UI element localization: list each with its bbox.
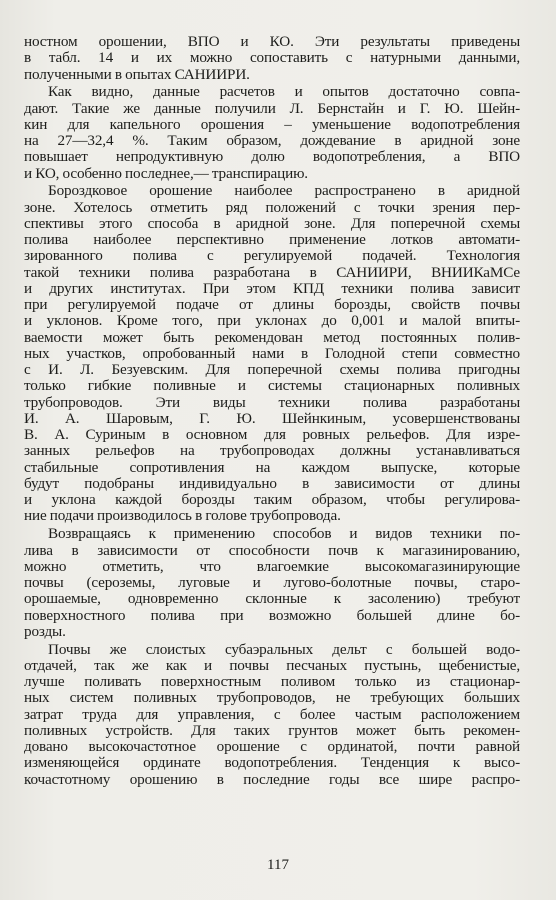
- text-line: Возвращаясь к применению способов и видов техники по-: [48, 526, 520, 543]
- text-line: будут подобраны индивидуально в зависимости от длины: [24, 475, 520, 492]
- text-line: лива в зависимости от способности почв к магазинированию,: [24, 542, 520, 559]
- text-line: зированного полива с регулируемой подачей. Технология: [24, 248, 520, 265]
- text-line: орошаемые, одновременно склонные к засолению) требуют: [24, 591, 520, 608]
- text-line: трубопроводов. Эти виды техники полива разработаны: [24, 394, 520, 411]
- text-line: занных рельефов на трубопроводах должны устанавливаться: [24, 443, 520, 460]
- text-line: можно отметить, что влагоемкие высокомагазинирующие: [24, 558, 520, 575]
- text-line: с И. Л. Безуевским. Для поперечной схемы полива пригодны: [24, 362, 520, 379]
- text-line: только гибкие поливные и системы стационарных поливных: [24, 378, 520, 395]
- text-line: такой техники полива разработана в САНИИРИ, ВНИИКаМСе: [24, 264, 520, 281]
- text-line: ностном орошении, ВПО и КО. Эти результаты приведены: [24, 34, 520, 50]
- text-line: кин для капельного орошения – уменьшение водопотребления: [24, 116, 520, 133]
- paragraph: [24, 84, 520, 182]
- text-line: ваемости может быть рекомендован метод постоянных полив-: [24, 329, 520, 346]
- text-line: поливных устройств. Для таких грунтов может быть рекомен-: [24, 722, 520, 739]
- text-line: кочастотному орошению в последние годы все шире распро-: [24, 771, 520, 788]
- text-line: ных систем поливных трубопроводов, не требующих больших: [24, 690, 520, 707]
- text-line: зоне. Хотелось отметить ряд положений с точки зрения пер-: [24, 199, 520, 216]
- text-line: и уклонов. Кроме того, при уклонах до 0,001 и малой впиты-: [24, 313, 520, 330]
- text-line: и КО, особенно последнее,— транспирацию.: [24, 165, 308, 182]
- paragraph: [24, 642, 520, 788]
- text-line: полива наиболее перспективно применение лотков автомати-: [24, 232, 520, 249]
- text-line: дают. Такие же данные получили Л. Бернстайн и Г. Ю. Шейн-: [24, 100, 520, 117]
- text-line: в табл. 14 и их можно сопоставить с натурными данными,: [24, 50, 520, 67]
- text-line: стабильные сопротивления на каждом выпуске, которые: [24, 459, 520, 476]
- text-line: спективы этого способа в аридной зоне. Для поперечной схемы: [24, 215, 520, 232]
- text-line: Бороздковое орошение наиболее распространено в аридной: [48, 183, 520, 200]
- text-line: почвы (сероземы, луговые и лугово-болотные почвы, старо-: [24, 575, 520, 592]
- text-line: затрат труда для управления, с более частым расположением: [24, 706, 520, 723]
- text-line: Почвы же слоистых субаэральных дельт с большей водо-: [48, 641, 520, 658]
- text-line: повышает непродуктивную долю водопотребления, а ВПО: [24, 149, 520, 166]
- text-line: и уклона каждой борозды таким образом, чтобы регулирова-: [24, 492, 520, 509]
- text-line: и других институтах. При этом КПД техники полива зависит: [24, 280, 520, 297]
- text-line: лучше поливать поверхностным поливом только из стационар-: [24, 674, 520, 691]
- paragraph: [24, 526, 520, 640]
- body-text: [24, 34, 520, 789]
- text-line: В. А. Суриным в основном для ровных рельефов. Для изре-: [24, 427, 520, 444]
- text-line: ных участков, опробованный нами в Голодной степи совместно: [24, 345, 520, 362]
- text-line: ние подачи производилось в голове трубопровода.: [24, 508, 341, 525]
- text-line: изменяющейся ординате водопотребления. Тенденция к высо-: [24, 755, 520, 772]
- text-line: отдачей, так же как и почвы песчаных пустынь, щебенистые,: [24, 657, 520, 674]
- text-line: полученными в опытах САНИИРИ.: [24, 66, 250, 83]
- text-line: при регулируемой подаче от длины борозды, свойств почвы: [24, 297, 520, 314]
- text-line: на 27—32,4 %. Таким образом, дождевание в аридной зоне: [24, 133, 520, 150]
- paragraph: [24, 183, 520, 524]
- page-number: 117: [267, 857, 289, 873]
- text-line: И. А. Шаровым, Г. Ю. Шейнкиным, усовершенствованы: [24, 410, 520, 427]
- text-line: поверхностного полива при возможно большей длине бо-: [24, 607, 520, 624]
- text-line: довано высокочастотное орошение с ординатой, почти равной: [24, 739, 520, 756]
- paragraph: [24, 34, 520, 83]
- text-line: Как видно, данные расчетов и опытов достаточно совпа-: [48, 84, 520, 101]
- text-line: розды.: [24, 623, 66, 640]
